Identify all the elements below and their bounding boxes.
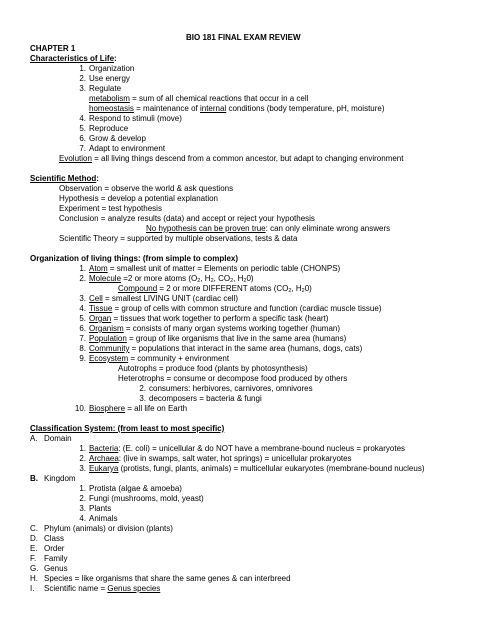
list-item: B. Kingdom — [30, 474, 76, 483]
list-item: G. Genus — [30, 564, 68, 573]
list-item: 8. Community = populations that interact in the same area (humans, dogs, cats) — [79, 344, 363, 353]
list-item: 2. Molecule =2 or more atoms ($O_2$, $H_2$, $CO_2$, $H_20$) — [79, 274, 254, 284]
list-item: 1. Atom = smallest unit of matter = Elements on periodic table (CHONPS) — [79, 264, 341, 273]
compound-line: Compound = 2 or more DIFFERENT atoms ($CO_2$, $H_20$) — [118, 284, 312, 294]
list-item: C. Phylum (animals) or division (plants) — [30, 524, 173, 533]
classification-heading: Classification System: (from least to most specific) — [30, 424, 225, 433]
document-title: BIO 181 FINAL EXAM REVIEW — [186, 33, 301, 42]
list-item: E. Order — [30, 544, 65, 553]
list-item: 3. Regulate — [79, 84, 122, 93]
list-item: 2. consumers: herbivores, carnivores, omnivores — [139, 384, 313, 393]
theory-line: Scientific Theory = supported by multiple observations, tests & data — [59, 234, 298, 243]
list-item: 1. Organization — [79, 64, 135, 73]
list-item: I. Scientific name = Genus species — [30, 584, 161, 593]
list-item: 2. Archaea: (live in swamps, salt water, hot springs) = unicellular prokaryotes — [79, 454, 352, 463]
characteristics-heading: Characteristics of Life: — [30, 54, 117, 63]
list-item: 7. Population = group of like organisms that live in the same area (humans) — [79, 334, 347, 343]
chapter-heading: CHAPTER 1 — [30, 44, 76, 53]
list-item: F. Family — [30, 554, 68, 563]
list-item: 4. Tissue = group of cells with common structure and function (cardiac muscle tissue) — [79, 304, 382, 313]
heterotrophs-line: Heterotrophs = consume or decompose food produced by others — [118, 374, 348, 383]
list-item: 5. Organ = tissues that work together to perform a specific task (heart) — [79, 314, 329, 323]
list-item: 5. Reproduce — [79, 124, 129, 133]
list-item: 6. Organism = consists of many organ systems working together (human) — [79, 324, 341, 333]
list-item: 3. Plants — [79, 504, 112, 513]
list-item: 4. Animals — [79, 514, 118, 523]
list-item: 10. Biosphere = all life on Earth — [74, 404, 188, 413]
conclusion-line: Conclusion = analyze results (data) and accept or reject your hypothesis — [59, 214, 315, 223]
scientific-method-heading: Scientific Method: — [30, 174, 99, 183]
list-item: 7. Adapt to environment — [79, 144, 166, 153]
list-item: 4. Respond to stimuli (move) — [79, 114, 182, 123]
organization-heading: Organization of living things: (from simple to complex) — [30, 254, 239, 263]
evolution-definition: Evolution = all living things descend from a common ancestor, but adapt to changing environment — [59, 154, 404, 163]
list-item: 3. Cell = smallest LIVING UNIT (cardiac cell) — [79, 294, 238, 303]
metabolism-definition: metabolism = sum of all chemical reactions that occur in a cell — [89, 94, 309, 103]
list-item: 1. Protista (algae & amoeba) — [79, 484, 182, 493]
observation-line: Observation = observe the world & ask questions — [59, 184, 234, 193]
experiment-line: Experiment = test hypothesis — [59, 204, 162, 213]
no-proof-line: No hypothesis can be proven true: can only eliminate wrong answers — [146, 224, 391, 233]
list-item: 3. Eukarya (protists, fungi, plants, animals) = multicellular eukaryotes (membrane-bound nucleus) — [79, 464, 425, 473]
list-item: 2. Fungi (mushrooms, mold, yeast) — [79, 494, 204, 503]
list-item: 3. decomposers = bacteria & fungi — [139, 394, 262, 403]
list-item: 2. Use energy — [79, 74, 130, 83]
autotrophs-line: Autotrophs = produce food (plants by photosynthesis) — [118, 364, 308, 373]
homeostasis-definition: homeostasis = maintenance of internal conditions (body temperature, pH, moisture) — [89, 104, 385, 113]
list-item: A. Domain — [30, 434, 72, 443]
list-item: D. Class — [30, 534, 65, 543]
hypothesis-line: Hypothesis = develop a potential explanation — [59, 194, 218, 203]
list-item: 1. Bacteria: (E. coli) = unicellular & do NOT have a membrane-bound nucleus = prokaryotes — [79, 444, 406, 453]
list-item: H. Species = like organisms that share the same genes & can interbreed — [30, 574, 291, 583]
list-item: 9. Ecosystem = community + environment — [79, 354, 230, 363]
list-item: 6. Grow & develop — [79, 134, 146, 143]
